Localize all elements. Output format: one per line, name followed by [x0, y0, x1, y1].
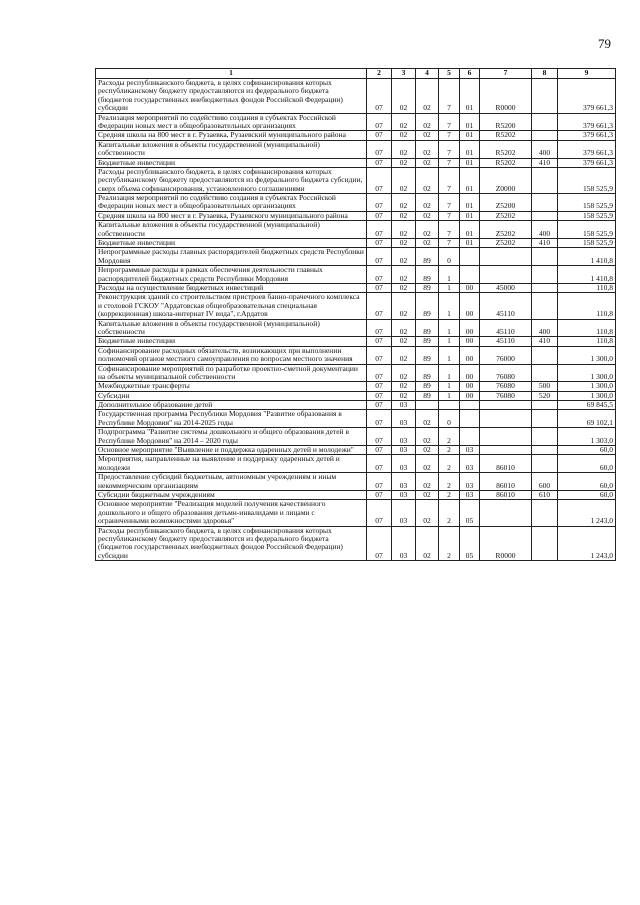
code-target: R0000 [480, 79, 532, 114]
code-subprogram: 2 [439, 473, 460, 491]
code-expense-type [532, 428, 558, 446]
code-event: 03 [460, 455, 480, 473]
code-target: Z5200 [480, 194, 532, 212]
code-program: 02 [416, 113, 439, 131]
amount: 1 300,0 [558, 364, 616, 382]
code-section: 07 [367, 500, 392, 526]
amount: 379 661,3 [558, 113, 616, 131]
code-subprogram: 7 [439, 158, 460, 167]
code-program: 89 [416, 382, 439, 391]
row-name: Бюджетные инвестиции [96, 239, 367, 248]
code-target: Z5202 [480, 239, 532, 248]
code-subprogram: 7 [439, 79, 460, 114]
code-expense-type: 410 [532, 239, 558, 248]
row-name: Средняя школа на 800 мест в г. Рузаевка, Рузаевский муниципального района [96, 131, 367, 140]
code-subprogram: 7 [439, 131, 460, 140]
table-row [96, 248, 616, 266]
code-subprogram: 1 [439, 346, 460, 364]
code-expense-type [532, 364, 558, 382]
code-target: 45110 [480, 337, 532, 346]
code-subsection: 03 [392, 410, 416, 428]
amount: 1 300,0 [558, 346, 616, 364]
code-subsection: 02 [392, 158, 416, 167]
code-subsection: 02 [392, 239, 416, 248]
code-expense-type [532, 167, 558, 193]
table-row [96, 500, 616, 526]
amount: 1 300,0 [558, 382, 616, 391]
code-subprogram: 7 [439, 211, 460, 220]
code-expense-type: 400 [532, 221, 558, 239]
code-event [460, 266, 480, 284]
amount: 158 525,9 [558, 167, 616, 193]
code-section: 07 [367, 455, 392, 473]
code-subsection: 02 [392, 113, 416, 131]
column-header-1: 1 [96, 69, 367, 79]
code-program: 02 [416, 221, 439, 239]
code-subprogram: 7 [439, 140, 460, 158]
code-expense-type: 520 [532, 391, 558, 400]
code-subsection: 02 [392, 283, 416, 292]
code-subsection: 03 [392, 473, 416, 491]
code-target: 76080 [480, 364, 532, 382]
row-name: Межбюджетные трансферты [96, 382, 367, 391]
code-section: 07 [367, 490, 392, 499]
table-row [96, 194, 616, 212]
row-name: Реализация мероприятий по содействию создания в субъектах Российской Федерации новых мест в общеобразовательных организациях [96, 194, 367, 212]
code-event: 05 [460, 526, 480, 561]
code-section: 07 [367, 337, 392, 346]
amount: 69 102,1 [558, 410, 616, 428]
code-program: 02 [416, 167, 439, 193]
code-expense-type [532, 113, 558, 131]
code-subsection: 02 [392, 382, 416, 391]
code-event: 00 [460, 337, 480, 346]
code-section: 07 [367, 248, 392, 266]
code-event: 00 [460, 364, 480, 382]
code-expense-type [532, 248, 558, 266]
code-subprogram: 7 [439, 113, 460, 131]
code-subprogram: 2 [439, 428, 460, 446]
code-expense-type [532, 500, 558, 526]
code-section: 07 [367, 239, 392, 248]
code-program: 02 [416, 500, 439, 526]
row-name: Капитальные вложения в объекты государственной (муниципальной) собственности [96, 140, 367, 158]
row-name: Средняя школа на 800 мест в г. Рузаевка, Рузаевского муниципального района [96, 211, 367, 220]
amount: 379 661,3 [558, 131, 616, 140]
code-target: Z5202 [480, 211, 532, 220]
code-target [480, 410, 532, 428]
amount: 1 410,8 [558, 248, 616, 266]
code-section: 07 [367, 140, 392, 158]
amount: 158 525,9 [558, 221, 616, 239]
code-program: 02 [416, 140, 439, 158]
code-program: 89 [416, 337, 439, 346]
code-subprogram: 2 [439, 446, 460, 455]
code-program: 89 [416, 293, 439, 319]
code-subprogram: 2 [439, 500, 460, 526]
row-name: Софинансирование расходных обязательств, возникающих при выполнении полномочий органов местного самоуправления по вопросам местного значения [96, 346, 367, 364]
amount: 60,0 [558, 490, 616, 499]
code-section: 07 [367, 194, 392, 212]
table-row [96, 382, 616, 391]
amount: 158 525,9 [558, 211, 616, 220]
row-name: Мероприятия, направленные на выявление и поддержку одаренных детей и молодежи [96, 455, 367, 473]
code-program: 02 [416, 490, 439, 499]
code-section: 07 [367, 319, 392, 337]
code-program [416, 401, 439, 410]
amount: 1 303,0 [558, 428, 616, 446]
code-expense-type [532, 79, 558, 114]
code-target: R0000 [480, 526, 532, 561]
code-target: Z5202 [480, 221, 532, 239]
row-name: Софинансирование мероприятий по разработке проектно-сметной документации на объекты муниципальной собственности [96, 364, 367, 382]
row-name: Непрограммные расходы в рамках обеспечения деятельности главных распорядителей бюджетных средств Республики Мордовия [96, 266, 367, 284]
code-subsection: 02 [392, 364, 416, 382]
code-expense-type: 410 [532, 158, 558, 167]
code-section: 07 [367, 410, 392, 428]
code-target: 86010 [480, 490, 532, 499]
row-name: Реализация мероприятий по содействию создания в субъектах Российской Федерации новых мест в общеобразовательных организациях [96, 113, 367, 131]
code-expense-type: 400 [532, 319, 558, 337]
table-row [96, 337, 616, 346]
code-subprogram: 7 [439, 167, 460, 193]
code-event: 03 [460, 473, 480, 491]
amount: 1 410,8 [558, 266, 616, 284]
amount: 379 661,3 [558, 79, 616, 114]
code-expense-type: 400 [532, 140, 558, 158]
code-event: 03 [460, 490, 480, 499]
column-header-7: 7 [480, 69, 532, 79]
code-expense-type: 610 [532, 490, 558, 499]
code-subsection: 02 [392, 79, 416, 114]
table-row [96, 221, 616, 239]
row-name: Субсидии бюджетным учреждениям [96, 490, 367, 499]
code-subsection: 02 [392, 248, 416, 266]
row-name: Основное мероприятие "Реализация моделей получения качественного дошкольного и общего образования детьми-инвалидами и лицами с ограниченными возможностями здоровья" [96, 500, 367, 526]
code-target: 76080 [480, 382, 532, 391]
amount: 1 243,0 [558, 526, 616, 561]
row-name: Расходы на осуществление бюджетных инвестиций [96, 283, 367, 292]
code-event: 01 [460, 167, 480, 193]
code-target [480, 446, 532, 455]
code-expense-type [532, 346, 558, 364]
code-program: 02 [416, 526, 439, 561]
code-event: 00 [460, 382, 480, 391]
code-event: 01 [460, 194, 480, 212]
code-subprogram: 2 [439, 526, 460, 561]
code-subsection: 03 [392, 455, 416, 473]
amount: 60,0 [558, 446, 616, 455]
code-expense-type: 500 [532, 382, 558, 391]
column-header-6: 6 [460, 69, 480, 79]
code-target: 76000 [480, 346, 532, 364]
table-row [96, 266, 616, 284]
code-expense-type: 410 [532, 337, 558, 346]
code-expense-type [532, 526, 558, 561]
table-row [96, 158, 616, 167]
code-event [460, 410, 480, 428]
code-target [480, 500, 532, 526]
column-header-4: 4 [416, 69, 439, 79]
code-expense-type [532, 283, 558, 292]
code-event: 00 [460, 293, 480, 319]
code-program: 89 [416, 319, 439, 337]
code-target: R5200 [480, 113, 532, 131]
code-subprogram: 2 [439, 455, 460, 473]
code-section: 07 [367, 221, 392, 239]
code-event: 01 [460, 140, 480, 158]
code-expense-type [532, 131, 558, 140]
row-name: Расходы республиканского бюджета, в целях софинансирования которых республиканскому бюджету предоставляются из федерального бюджета субсидии, сверх объема софинансирования, установленного соглашениями [96, 167, 367, 193]
code-subsection: 02 [392, 266, 416, 284]
amount: 110,8 [558, 283, 616, 292]
code-target: R5202 [480, 158, 532, 167]
code-subsection: 03 [392, 490, 416, 499]
budget-table [95, 68, 616, 561]
code-subsection: 02 [392, 140, 416, 158]
table-row [96, 319, 616, 337]
code-expense-type [532, 293, 558, 319]
code-section: 07 [367, 266, 392, 284]
code-subprogram: 7 [439, 239, 460, 248]
column-header-5: 5 [439, 69, 460, 79]
code-section: 07 [367, 526, 392, 561]
code-section: 07 [367, 364, 392, 382]
code-program: 89 [416, 346, 439, 364]
code-event: 00 [460, 319, 480, 337]
amount: 1 243,0 [558, 500, 616, 526]
code-subsection: 03 [392, 446, 416, 455]
code-target: R5202 [480, 140, 532, 158]
code-program: 02 [416, 239, 439, 248]
column-header-8: 8 [532, 69, 558, 79]
code-program: 02 [416, 131, 439, 140]
code-section: 07 [367, 428, 392, 446]
code-event: 01 [460, 79, 480, 114]
code-program: 89 [416, 248, 439, 266]
code-section: 07 [367, 167, 392, 193]
code-expense-type: 600 [532, 473, 558, 491]
code-subsection: 03 [392, 500, 416, 526]
code-program: 02 [416, 194, 439, 212]
code-event: 01 [460, 211, 480, 220]
code-subsection: 02 [392, 346, 416, 364]
amount: 110,8 [558, 337, 616, 346]
code-section: 07 [367, 113, 392, 131]
code-event: 01 [460, 221, 480, 239]
code-subprogram: 1 [439, 319, 460, 337]
code-expense-type [532, 410, 558, 428]
code-section: 07 [367, 391, 392, 400]
code-target: 86010 [480, 473, 532, 491]
amount: 158 525,9 [558, 239, 616, 248]
code-target [480, 401, 532, 410]
code-target [480, 428, 532, 446]
code-target [480, 248, 532, 266]
code-section: 07 [367, 401, 392, 410]
code-subsection: 03 [392, 401, 416, 410]
amount: 60,0 [558, 473, 616, 491]
code-section: 07 [367, 79, 392, 114]
table-row [96, 346, 616, 364]
code-subprogram: 1 [439, 337, 460, 346]
row-name: Предоставление субсидий бюджетным, автономным учреждениям и иным некоммерческим организациям [96, 473, 367, 491]
table-row [96, 526, 616, 561]
code-section: 07 [367, 211, 392, 220]
row-name: Государственная программа Республики Мордовия "Развитие образования в Республике Мордовия" на 2014-2025 годы [96, 410, 367, 428]
code-program: 89 [416, 266, 439, 284]
row-name: Расходы республиканского бюджета, в целях софинансирования которых республиканскому бюджету предоставляются из федерального бюджета (бюджетов государственных внебюджетных фондов Российской Федерации) субсидии [96, 526, 367, 561]
code-subsection: 02 [392, 337, 416, 346]
code-subprogram: 0 [439, 410, 460, 428]
code-subprogram: 1 [439, 364, 460, 382]
code-program: 02 [416, 446, 439, 455]
code-expense-type [532, 446, 558, 455]
code-subsection: 02 [392, 391, 416, 400]
table-row [96, 428, 616, 446]
table-row [96, 410, 616, 428]
code-event [460, 248, 480, 266]
code-subprogram: 1 [439, 266, 460, 284]
row-name: Подпрограмма "Развитие системы дошкольного и общего образования детей в Республике Мордовия" на 2014 – 2020 годы [96, 428, 367, 446]
row-name: Бюджетные инвестиции [96, 158, 367, 167]
code-subprogram: 7 [439, 194, 460, 212]
code-section: 07 [367, 283, 392, 292]
row-name: Бюджетные инвестиции [96, 337, 367, 346]
code-event: 00 [460, 283, 480, 292]
row-name: Расходы республиканского бюджета, в целях софинансирования которых республиканскому бюджету предоставляются из федерального бюджета (бюджетов государственных внебюджетных фондов Российской Федерации) субсидии [96, 79, 367, 114]
code-section: 07 [367, 158, 392, 167]
table-row [96, 364, 616, 382]
row-name: Основное мероприятие "Выявление и поддержка одаренных детей и молодежи" [96, 446, 367, 455]
page-number: 79 [598, 36, 611, 51]
code-target: 45110 [480, 293, 532, 319]
code-event: 00 [460, 391, 480, 400]
code-subprogram: 2 [439, 490, 460, 499]
table-row [96, 131, 616, 140]
code-event: 01 [460, 158, 480, 167]
code-subprogram: 0 [439, 248, 460, 266]
code-section: 07 [367, 382, 392, 391]
code-subsection: 03 [392, 428, 416, 446]
code-target: 45000 [480, 283, 532, 292]
code-section: 07 [367, 446, 392, 455]
code-subprogram: 1 [439, 382, 460, 391]
code-section: 07 [367, 131, 392, 140]
row-name: Реконструкция зданий со строительством пристроев банно-прачечного комплекса и столовой ГСКОУ "Ардатовская общеобразовательная специальная (коррекционная) школа-интернат IV вида", г.Ардатов [96, 293, 367, 319]
code-program: 89 [416, 391, 439, 400]
code-event: 03 [460, 446, 480, 455]
code-event: 01 [460, 239, 480, 248]
row-name: Капитальные вложения в объекты государственной (муниципальной) собственности [96, 319, 367, 337]
code-event: 01 [460, 131, 480, 140]
row-name: Дополнительное образование детей [96, 401, 367, 410]
code-section: 07 [367, 346, 392, 364]
code-target: 76080 [480, 391, 532, 400]
code-expense-type [532, 266, 558, 284]
code-subsection: 02 [392, 211, 416, 220]
code-subprogram [439, 401, 460, 410]
row-name: Непрограммные расходы главных распорядителей бюджетных средств Республики Мордовия [96, 248, 367, 266]
code-expense-type [532, 211, 558, 220]
amount: 1 300,0 [558, 391, 616, 400]
table-row [96, 79, 616, 114]
column-header-2: 2 [367, 69, 392, 79]
amount: 158 525,9 [558, 194, 616, 212]
table-row [96, 167, 616, 193]
code-event: 01 [460, 113, 480, 131]
code-program: 02 [416, 455, 439, 473]
code-program: 02 [416, 410, 439, 428]
code-event: 05 [460, 500, 480, 526]
code-program: 89 [416, 364, 439, 382]
code-subsection: 02 [392, 319, 416, 337]
code-event: 00 [460, 346, 480, 364]
amount: 110,8 [558, 293, 616, 319]
code-target: 45110 [480, 319, 532, 337]
code-subsection: 02 [392, 221, 416, 239]
code-subprogram: 1 [439, 283, 460, 292]
row-name: Субсидии [96, 391, 367, 400]
code-subprogram: 1 [439, 391, 460, 400]
table-row [96, 473, 616, 491]
table-row [96, 293, 616, 319]
table-row [96, 113, 616, 131]
code-program: 02 [416, 428, 439, 446]
code-section: 07 [367, 293, 392, 319]
code-program: 02 [416, 79, 439, 114]
table-row [96, 455, 616, 473]
code-event [460, 401, 480, 410]
code-target [480, 266, 532, 284]
code-subsection: 02 [392, 194, 416, 212]
code-subsection: 02 [392, 167, 416, 193]
amount: 110,8 [558, 319, 616, 337]
code-expense-type [532, 194, 558, 212]
amount: 69 845,5 [558, 401, 616, 410]
code-subprogram: 7 [439, 221, 460, 239]
code-program: 02 [416, 473, 439, 491]
code-program: 89 [416, 283, 439, 292]
code-expense-type [532, 401, 558, 410]
code-subsection: 02 [392, 131, 416, 140]
code-event [460, 428, 480, 446]
code-expense-type [532, 455, 558, 473]
amount: 379 661,3 [558, 158, 616, 167]
code-subsection: 03 [392, 526, 416, 561]
code-target: 86010 [480, 455, 532, 473]
code-target: R5202 [480, 131, 532, 140]
table-row [96, 140, 616, 158]
column-header-9: 9 [558, 69, 616, 79]
column-header-3: 3 [392, 69, 416, 79]
amount: 60,0 [558, 455, 616, 473]
row-name: Капитальные вложения в объекты государственной (муниципальной) собственности [96, 221, 367, 239]
code-target: Z0000 [480, 167, 532, 193]
code-program: 02 [416, 158, 439, 167]
code-section: 07 [367, 473, 392, 491]
code-subsection: 02 [392, 293, 416, 319]
code-subprogram: 1 [439, 293, 460, 319]
amount: 379 661,3 [558, 140, 616, 158]
code-program: 02 [416, 211, 439, 220]
table-header-row [96, 69, 616, 79]
